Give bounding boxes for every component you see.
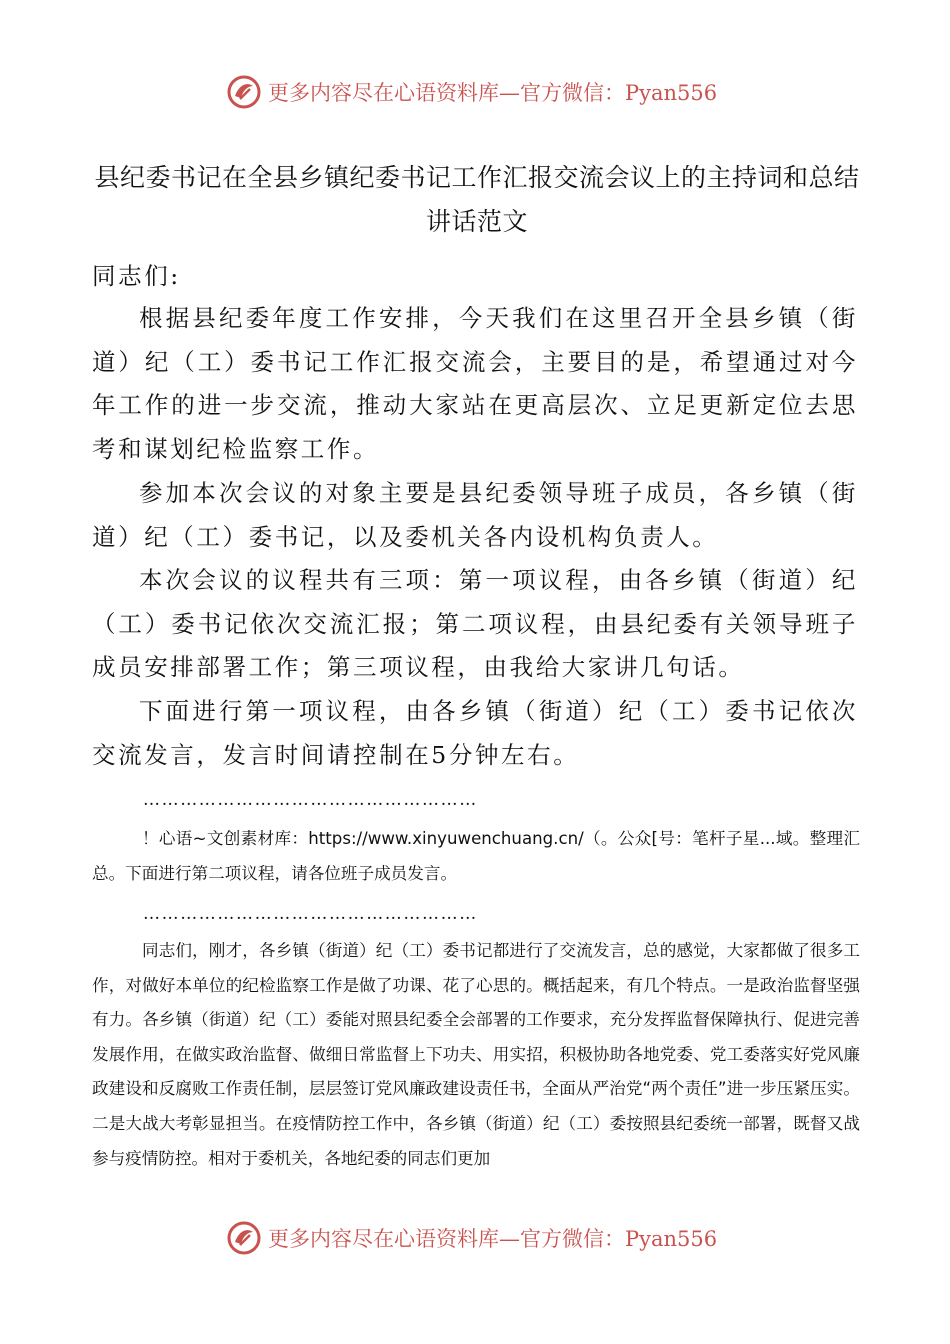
source-note: ！心语~文创素材库：https://www.xinyuwenchuang.cn/（。公众[号：笔杆子星...域。整理汇总。下面进行第二项议程，请各位班子成员发言。 xyxy=(92,829,860,883)
banner-wechat: 官方微信：Pyan556 xyxy=(520,1227,718,1251)
brand-logo-icon xyxy=(226,1220,262,1256)
document-title: 县纪委书记在全县乡镇纪委书记工作汇报交流会议上的主持词和总结讲话范文 xyxy=(94,163,860,236)
salutation: 同志们: xyxy=(92,262,181,290)
paragraph-3: 本次会议的议程共有三项：第一项议程，由各乡镇（街道）纪（工）委书记依次交流汇报；第二项议程，由县纪委有关领导班子成员安排部署工作；第三项议程，由我给大家讲几句话。 xyxy=(92,566,858,682)
paragraph-1: 根据县纪委年度工作安排，今天我们在这里召开全县乡镇（街道）纪（工）委书记工作汇报交流会，主要目的是，希望通过对今年工作的进一步交流，推动大家站在更高层次、立足更新定位去思考和谋划纪检监察工作。 xyxy=(92,304,858,464)
header-banner xyxy=(226,70,786,114)
banner-text: 更多内容尽在心语资料库—官方微信：Pyan556 xyxy=(268,81,718,105)
brand-logo-icon xyxy=(226,74,262,110)
closing-paragraph: 同志们，刚才，各乡镇（街道）纪（工）委书记都进行了交流发言，总的感觉，大家都做了很多工作，对做好本单位的纪检监察工作是做了功课、花了心思的。概括起来，有几个特点。一是政治监督坚强有力。各乡镇（街道）纪（工）委能对照县纪委全会部署的工作要求，充分发挥监督保障执行、促进完善发展作用，在做实政治监督、做细日常监督上下功夫、用实招，积极协助各地党委、党工委落实好党风廉政建设和反腐败工作责任制，层层签订党风廉政建设责任书，全面从严治党“两个责任”进一步压紧压实。二是大战大考彰显担当。在疫情防控工作中，各乡镇（街道）纪（工）委按照县纪委统一部署，既督又战参与疫情防控。相对于委机关，各地纪委的同志们更加 xyxy=(92,941,860,1168)
banner-text: 更多内容尽在心语资料库—官方微信：Pyan556 xyxy=(268,1227,718,1251)
ellipsis-divider: ……………………………………………… xyxy=(143,904,478,924)
paragraph-2: 参加本次会议的对象主要是县纪委领导班子成员，各乡镇（街道）纪（工）委书记，以及委机关各内设机构负责人。 xyxy=(92,479,858,551)
footer-banner xyxy=(226,1216,786,1260)
ellipsis-divider: ……………………………………………… xyxy=(143,790,478,810)
paragraph-4: 下面进行第一项议程，由各乡镇（街道）纪（工）委书记依次交流发言，发言时间请控制在5分钟左右。 xyxy=(92,697,858,769)
banner-wechat: 官方微信：Pyan556 xyxy=(520,81,718,105)
